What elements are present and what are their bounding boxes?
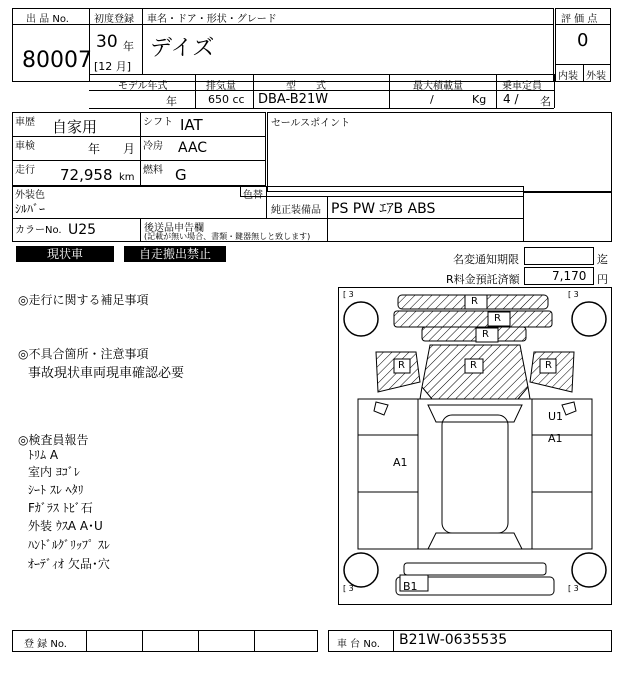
model-year-unit: 年 [166, 95, 177, 108]
color-no-label: カラーNo. [15, 225, 62, 236]
history-value: 自家用 [52, 118, 98, 136]
mileage-unit: km [119, 172, 135, 183]
inspection-label: 車検 [15, 141, 35, 152]
color-change-label: 色替 [243, 190, 263, 201]
repair-mark-left-fender: R [398, 360, 405, 371]
exterior-color-value: ｼﾙﾊﾞｰ [15, 202, 46, 216]
inspector-item: ｵｰﾃﾞｨｵ 欠品･穴 [28, 557, 110, 571]
exterior-color-label: 外装色 [15, 190, 45, 201]
tire-tread-rear-right: [ 3 [568, 584, 579, 593]
inspector-item: 室内 ﾖｺﾞﾚ [28, 465, 80, 479]
grade-label: 評 価 点 [561, 14, 598, 25]
tire-tread-front-left: [ 3 [343, 290, 354, 299]
current-condition-badge: 現状車 [16, 246, 114, 262]
model-type-value: DBA-B21W [258, 92, 329, 107]
car-name-label: 車名・ドア・形状・グレード [147, 14, 277, 25]
first-registration-label: 初度登録 [94, 14, 134, 25]
tire-tread-front-right: [ 3 [568, 290, 579, 299]
driving-notes-title: ◎走行に関する補足事項 [18, 293, 149, 307]
name-change-deadline-label: 名変通知期限 [453, 253, 519, 266]
history-label: 車歴 [15, 117, 35, 128]
capacity-value: 4 / [503, 92, 519, 106]
tire-front-left-icon [344, 302, 378, 336]
car-name: デイズ [150, 36, 215, 61]
grade-value: 0 [577, 30, 589, 51]
exterior-grade-label: 外装 [586, 71, 606, 82]
no-self-drive-badge: 自走搬出禁止 [124, 246, 226, 262]
sales-point-label: セールスポイント [271, 118, 351, 129]
registration-month: [12 月] [94, 60, 132, 73]
repair-mark-hood-lower: R [482, 329, 489, 340]
inspector-item: 外装 ｳｽA A･U [28, 519, 103, 533]
ac-value: AAC [178, 140, 208, 156]
displacement-value: 650 cc [208, 93, 245, 106]
color-no-value: U25 [68, 222, 97, 238]
tire-rear-left-icon [344, 553, 378, 587]
repair-mark-front-panel: R [470, 360, 477, 371]
inspection-month-unit: 月 [123, 142, 136, 156]
name-change-deadline-field [524, 247, 594, 265]
tire-front-right-icon [572, 302, 606, 336]
equipment-label: 純正装備品 [271, 205, 321, 216]
inspector-item: ﾊﾝﾄﾞﾙｸﾞﾘｯﾌﾟ ｽﾚ [28, 538, 110, 552]
extra-box [524, 192, 612, 242]
year-unit: 年 [123, 40, 134, 53]
fuel-label: 燃料 [143, 165, 163, 176]
aftermarket-note: (記載が無い場合、書類・鍵器無しと致します) [144, 232, 311, 241]
details-box [12, 112, 266, 186]
registration-no-label: 登 録 No. [24, 639, 67, 650]
damage-mark-a1-left: A1 [393, 456, 408, 469]
recycle-fee-value: 7,170 [552, 269, 587, 283]
repair-mark-right-fender: R [545, 360, 552, 371]
damage-mark-b1: B1 [403, 580, 418, 593]
ac-label: 冷房 [143, 141, 163, 152]
equipment-value: PS PW ｴｱB ABS [331, 201, 436, 217]
inspector-report-title: ◎検査員報告 [18, 433, 89, 447]
fuel-value: G [175, 166, 187, 184]
chassis-no-label: 車 台 No. [337, 639, 380, 650]
registration-year: 30 [96, 32, 118, 52]
aftermarket-label: 後送品申告欄 [144, 223, 204, 234]
tire-tread-rear-left: [ 3 [343, 584, 354, 593]
max-load-label: 最大積載量 [413, 81, 463, 92]
inspector-item: ﾄﾘﾑ A [28, 448, 59, 462]
repair-mark-hood-upper: R [494, 313, 501, 324]
capacity-unit: 名 [540, 95, 551, 108]
max-load-value: / [430, 93, 434, 106]
interior-grade-label: 内装 [558, 71, 578, 82]
damage-mark-u1: U1 [548, 410, 564, 423]
model-year-label: モデル年式 [118, 81, 168, 92]
tire-rear-right-icon [572, 553, 606, 587]
recycle-fee-unit: 円 [597, 273, 608, 286]
capacity-label: 乗車定員 [502, 81, 542, 92]
shift-label: シフト [143, 117, 173, 128]
lot-number: 80007 [22, 48, 92, 73]
defects-text: 事故現状車両現車確認必要 [28, 366, 185, 381]
displacement-label: 排気量 [206, 81, 236, 92]
mileage-label: 走行 [15, 165, 35, 176]
recycle-fee-label: R料金預託済額 [446, 273, 520, 286]
inspector-item: ｼｰﾄ ｽﾚ ﾍﾀﾘ [28, 483, 84, 497]
inspection-year-unit: 年 [88, 142, 101, 156]
shift-value: IAT [180, 116, 203, 134]
deadline-unit: 迄 [597, 253, 608, 266]
model-type-label: 型 式 [286, 81, 326, 92]
mileage-value: 72,958 [60, 166, 113, 184]
defects-title: ◎不具合箇所・注意事項 [18, 347, 149, 361]
max-load-unit: Kg [472, 93, 487, 106]
lot-label: 出 品 No. [26, 14, 69, 25]
chassis-no-value: B21W-0635535 [399, 632, 508, 648]
repair-mark-bumper: R [471, 296, 478, 307]
damage-diagram [338, 287, 612, 605]
inspector-item: Fｶﾞﾗｽ ﾄﾋﾞ石 [28, 501, 93, 515]
damage-mark-a1-right: A1 [548, 432, 563, 445]
